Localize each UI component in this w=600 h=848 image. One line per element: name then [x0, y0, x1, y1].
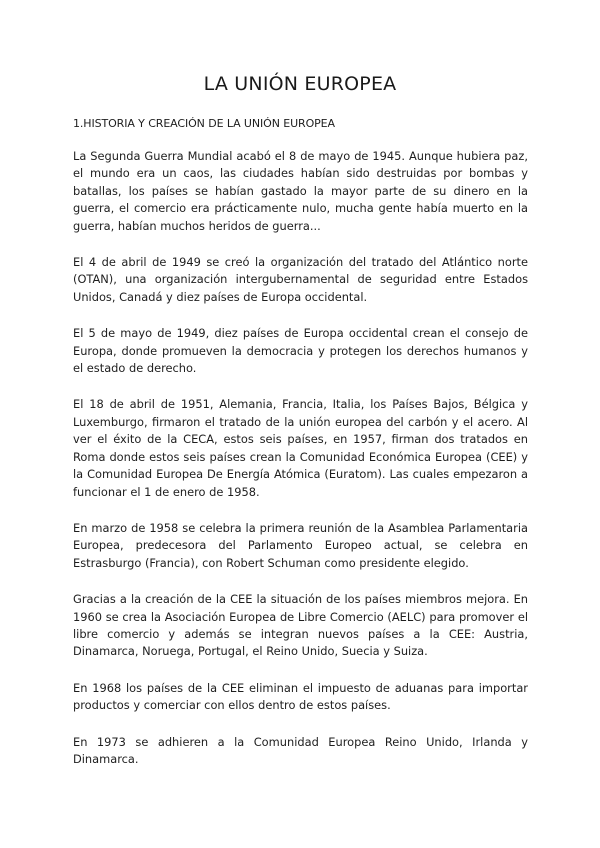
paragraph-5: En marzo de 1958 se celebra la primera reunión de la Asamblea Parlamentaria Europea, predecesora del Parlamento Europeo actual, se celebra en Estrasburgo (Francia), con Robert Schuman como presidente elegido. — [73, 520, 528, 570]
paragraph-2: El 4 de abril de 1949 se creó la organización del tratado del Atlántico norte (OTAN), una organización intergubernamental de seguridad entre Estados Unidos, Canadá y diez países de Europa occidental. — [73, 255, 528, 304]
section-heading: 1.HISTORIA Y CREACIÓN DE LA UNIÓN EUROPEA — [73, 117, 335, 130]
paragraph-4: El 18 de abril de 1951, Alemania, Francia, Italia, los Países Bajos, Bélgica y Luxemburgo, firmaron el tratado de la unión europea del carbón y el acero. Al ver el éxito de la CECA, estos seis países, en 1957, firman dos tratados en Roma donde estos seis países crean la Comunidad Económica Europea (CEE) y la Comunidad Europea De Energía Atómica (Euratom). Las cuales empezaron a funcionar el 1 de enero de 1958. — [73, 397, 528, 499]
paragraph-8: En 1973 se adhieren a la Comunidad Europea Reino Unido, Irlanda y Dinamarca. — [73, 734, 528, 766]
paragraph-3: El 5 de mayo de 1949, diez países de Europa occidental crean el consejo de Europa, donde promueven la democracia y protegen los derechos humanos y el estado de derecho. — [73, 326, 528, 376]
document-body — [73, 148, 528, 787]
paragraph-7: En 1968 los países de la CEE eliminan el impuesto de aduanas para importar productos y comerciar con ellos dentro de estos países. — [73, 680, 528, 713]
paragraph-1: La Segunda Guerra Mundial acabó el 8 de mayo de 1945. Aunque hubiera paz, el mundo era un caos, las ciudades habían sido destruidas por bombas y batallas, los países se habían gastado la mayor parte de su dinero en la guerra, el comercio era prácticamente nulo, mucha gente había muerto en la guerra, habían muchos heridos de guerra... — [73, 149, 528, 233]
paragraph-6: Gracias a la creación de la CEE la situación de los países miembros mejora. En 1960 se crea la Asociación Europea de Libre Comercio (AELC) para promover el libre comercio y además se integran nuevos países a la CEE: Austria, Dinamarca, Noruega, Portugal, el Reino Unido, Suecia y Suiza. — [73, 592, 528, 659]
document-title: LA UNIÓN EUROPEA — [203, 73, 397, 95]
